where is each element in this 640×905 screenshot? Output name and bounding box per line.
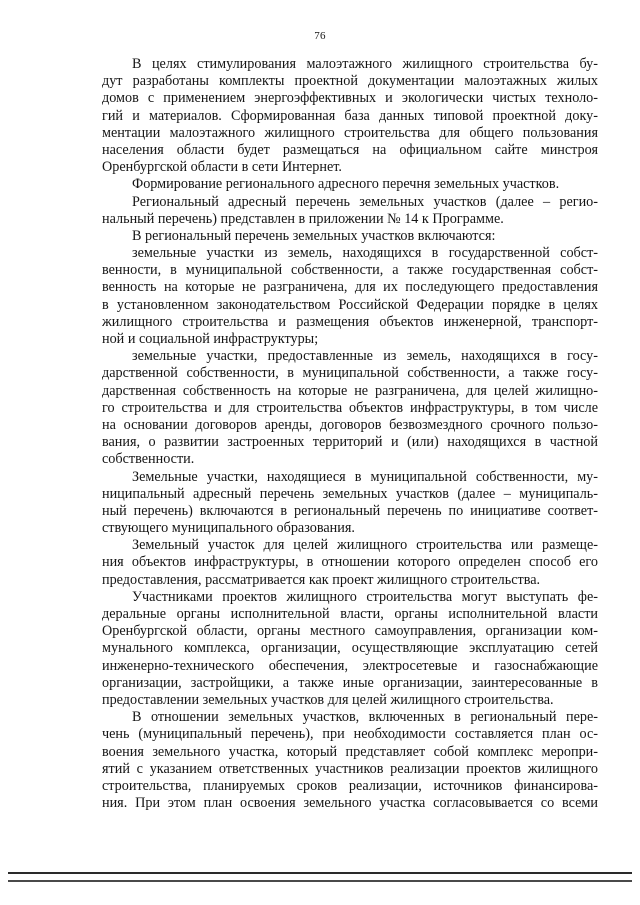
text-line: В региональный перечень земельных участков включаются: bbox=[132, 227, 496, 244]
text-line: дарственной собственности, в муниципальной собственности, а также госу- bbox=[102, 365, 598, 382]
text-line: ментации малоэтажного жилищного строительства для общего пользования bbox=[102, 124, 598, 141]
scan-edge-line bbox=[8, 872, 632, 874]
text-line: В отношении земельных участков, включенных в региональный пере- bbox=[132, 709, 598, 726]
text-line: организации, застройщики, а также иные организации, заинтересованные в bbox=[102, 674, 598, 691]
text-line: ния объектов инфраструктуры, в отношении которого определен способ его bbox=[102, 554, 598, 571]
text-line: дарственная собственность на которые не разграничена, для целей жилищно- bbox=[102, 382, 598, 399]
text-line: Участниками проектов жилищного строительства могут выступать фе- bbox=[132, 588, 598, 605]
text-line: Региональный адресный перечень земельных участков (далее – регио- bbox=[132, 193, 598, 210]
text-line: жилищного строительства и размещения объектов инженерной, транспорт- bbox=[102, 313, 598, 330]
text-line: венность на которые не разграничена, для их последующего предоставления bbox=[102, 279, 598, 296]
scan-edge-line bbox=[8, 880, 632, 882]
text-line: Формирование регионального адресного перечня земельных участков. bbox=[132, 176, 560, 193]
text-line: ния. При этом план освоения земельного участка согласовывается со всеми bbox=[102, 795, 598, 812]
text-line: го строительства и для строительства объектов инфраструктуры, в том числе bbox=[102, 399, 598, 416]
text-line: ной и социальной инфраструктуры; bbox=[102, 331, 319, 347]
text-line: Оренбургской области в сети Интернет. bbox=[102, 159, 342, 176]
text-line: Оренбургской области, органы местного самоуправления, организации ком- bbox=[102, 623, 598, 640]
text-line: ный перечень) включаются в региональный перечень по инициативе соответ- bbox=[102, 502, 598, 519]
text-line: воения земельного участка, который представляет собой комплекс меропри- bbox=[102, 743, 598, 760]
text-line: ниципальный адресный перечень земельных участков (далее – муниципаль- bbox=[102, 485, 598, 502]
text-line: В целях стимулирования малоэтажного жилищного строительства бу- bbox=[132, 56, 598, 72]
text-line: населения области будет размещаться на официальном сайте минстроя bbox=[102, 141, 598, 158]
text-line: нальный перечень) представлен в приложении № 14 к Программе. bbox=[102, 210, 504, 227]
text-line: венности, в муниципальной собственности, а также государственная собст- bbox=[102, 262, 598, 279]
text-line: на основании договоров аренды, договоров безвозмездного срочного пользо- bbox=[102, 416, 598, 433]
text-line: дут разработаны комплекты проектной документации малоэтажных жилых bbox=[102, 73, 598, 90]
text-line: в установленном законодательством Российской Федерации порядке в целях bbox=[102, 296, 598, 313]
text-line: чень (муниципальный перечень), при необходимости составляется план ос- bbox=[102, 726, 598, 743]
text-line: вания, о развитии застроенных территорий и (или) находящихся в частной bbox=[102, 434, 598, 451]
text-line: земельные участки из земель, находящихся в государственной собст- bbox=[132, 245, 598, 262]
text-line: Земельные участки, находящиеся в муниципальной собственности, му- bbox=[132, 468, 598, 485]
text-line: мунального комплекса, организации, осуществляющие эксплуатацию сетей bbox=[102, 640, 598, 657]
text-line: собственности. bbox=[102, 451, 195, 468]
text-line: строительства, планируемых сроков реализации, источников финансирова- bbox=[102, 777, 598, 794]
text-line: ствующего муниципального образования. bbox=[102, 520, 355, 537]
text-line: Земельный участок для целей жилищного строительства или размеще- bbox=[132, 537, 598, 554]
text-line: земельные участки, предоставленные из земель, находящихся в госу- bbox=[132, 348, 598, 365]
text-line: ятий с указанием ответственных участников реализации проектов жилищного bbox=[102, 760, 598, 777]
text-line: домов с применением энергоэффективных и экологически чистых техноло- bbox=[102, 90, 598, 107]
text-line: гий и материалов. Сформированная база данных типовой проектной доку- bbox=[102, 107, 598, 124]
text-line: деральные органы исполнительной власти, органы исполнительной власти bbox=[102, 606, 598, 622]
text-line: инженерно-технического обеспечения, электросетевые и газоснабжающие bbox=[102, 657, 598, 674]
text-line: предоставления, рассматривается как проект жилищного строительства. bbox=[102, 571, 541, 588]
body-text bbox=[102, 56, 598, 812]
page-number: 76 bbox=[314, 30, 326, 42]
text-line: предоставлении земельных участков для целей жилищного строительства. bbox=[102, 691, 554, 708]
